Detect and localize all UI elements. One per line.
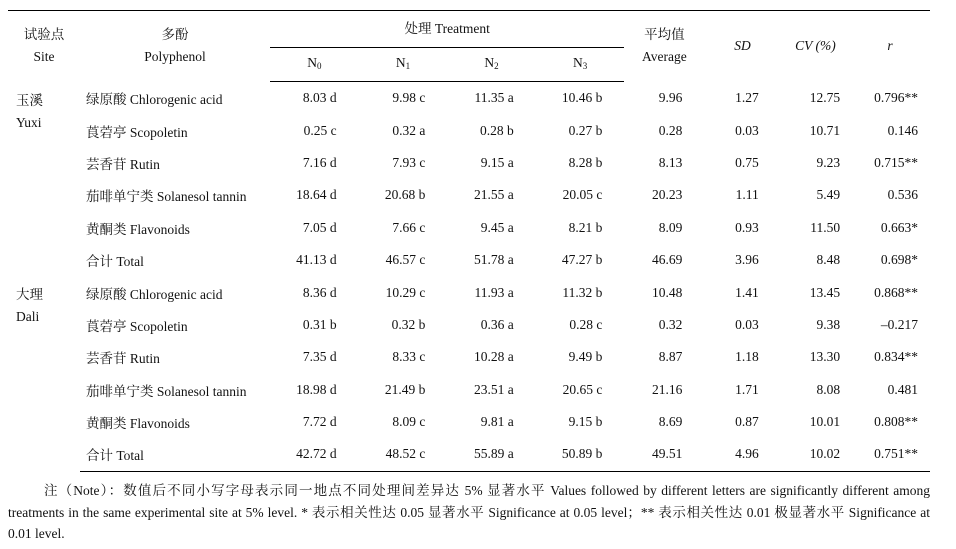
value-sd: 1.41 xyxy=(735,284,759,300)
site-cell xyxy=(8,276,80,471)
polyphenol-name: 黄酮类 Flavonoids xyxy=(85,221,190,237)
table-row xyxy=(8,309,930,341)
value-n2: 55.89 a xyxy=(447,438,535,471)
value-n2: 11.93 a xyxy=(474,284,514,300)
value-n2: 51.78 a xyxy=(474,252,514,268)
header-cv-label: CV (%) xyxy=(795,38,836,54)
value-sd: 3.96 xyxy=(735,252,759,268)
polyphenol-name: 绿原酸 Chlorogenic acid xyxy=(85,91,223,107)
value-average: 8.09 xyxy=(658,219,683,235)
value-cv: 10.02 xyxy=(781,438,850,471)
header-avg-en: Average xyxy=(642,49,687,65)
value-average: 21.16 xyxy=(652,381,683,397)
treatment-subscript: 0 xyxy=(316,61,322,71)
value-n0: 8.36 d xyxy=(302,284,337,300)
value-cv: 8.08 xyxy=(816,381,841,397)
table-row xyxy=(8,341,930,373)
site-name-en: Dali xyxy=(16,309,40,325)
value-n3: 11.32 b xyxy=(562,284,603,300)
value-n1: 48.52 c xyxy=(359,438,448,471)
site-name-en: Yuxi xyxy=(16,114,42,130)
polyphenol-name: 合计 Total xyxy=(85,254,144,270)
value-n2: 0.28 b xyxy=(480,122,514,138)
value-n0: 7.16 d xyxy=(302,154,337,170)
header-average xyxy=(624,11,704,82)
value-n2: 23.51 a xyxy=(474,381,514,397)
value-sd: 4.96 xyxy=(704,438,780,471)
value-average: 8.69 xyxy=(658,414,683,430)
treatment-subscript: 3 xyxy=(582,61,588,71)
value-sd: 1.18 xyxy=(735,349,759,365)
value-sd: 0.93 xyxy=(735,219,759,235)
table-row xyxy=(8,374,930,406)
value-sd: 1.71 xyxy=(735,381,759,397)
treatment-base: N xyxy=(395,55,406,70)
value-cv: 13.45 xyxy=(809,284,841,300)
header-treatment-n2 xyxy=(447,48,535,82)
value-r: 0.698* xyxy=(880,252,918,268)
header-treatment-n0 xyxy=(270,48,359,82)
value-n1: 0.32 b xyxy=(391,316,426,332)
value-n3: 0.28 c xyxy=(569,316,603,332)
value-r: 0.536 xyxy=(887,187,918,203)
header-treatment-n3 xyxy=(536,48,625,82)
value-n2: 9.45 a xyxy=(480,219,514,235)
table-row xyxy=(8,179,930,211)
value-average: 9.96 xyxy=(658,89,683,105)
value-cv: 9.23 xyxy=(816,154,841,170)
value-n1: 7.66 c xyxy=(392,219,426,235)
value-n3: 9.15 b xyxy=(568,414,603,430)
value-average: 0.28 xyxy=(658,122,683,138)
value-n1: 8.09 c xyxy=(392,414,426,430)
header-sd: SD xyxy=(704,11,780,82)
polyphenol-name: 合计 Total xyxy=(80,438,270,471)
header-avg-cn: 平均值 xyxy=(644,27,685,43)
value-n0: 7.35 d xyxy=(302,349,337,365)
value-average: 8.87 xyxy=(658,349,683,365)
value-r: 0.751** xyxy=(850,438,930,471)
value-sd: 0.03 xyxy=(735,316,759,332)
treatment-base: N xyxy=(484,55,495,70)
header-site-cn: 试验点 xyxy=(23,27,65,43)
value-n2: 0.36 a xyxy=(480,316,514,332)
value-r: 0.146 xyxy=(887,122,918,138)
treatment-subscript: 2 xyxy=(494,61,499,71)
value-n1: 7.93 c xyxy=(392,154,426,170)
header-treatment: 处理 Treatment xyxy=(270,11,624,48)
treatment-base: N xyxy=(572,55,583,70)
value-average: 0.32 xyxy=(658,316,683,332)
value-n3: 47.27 b xyxy=(561,252,603,268)
table-row xyxy=(8,212,930,244)
value-cv: 8.48 xyxy=(816,252,841,268)
value-cv: 10.01 xyxy=(809,414,841,430)
header-site xyxy=(8,11,80,82)
value-cv: 5.49 xyxy=(816,187,841,203)
value-r: 0.796** xyxy=(874,89,918,105)
header-poly-cn: 多酚 xyxy=(161,27,189,43)
polyphenol-name: 芸香苷 Rutin xyxy=(85,351,160,367)
value-n3: 50.89 b xyxy=(536,438,625,471)
value-r: 0.715** xyxy=(874,154,918,170)
value-n1: 9.98 c xyxy=(392,90,426,106)
value-n2: 21.55 a xyxy=(474,187,514,203)
polyphenol-table xyxy=(8,10,930,472)
value-n1: 0.32 a xyxy=(392,122,426,138)
value-n3: 20.05 c xyxy=(562,187,603,203)
value-sd: 0.75 xyxy=(735,154,759,170)
value-average: 8.13 xyxy=(658,154,683,170)
value-cv: 10.71 xyxy=(809,122,841,138)
value-n3: 8.28 b xyxy=(568,154,603,170)
value-n1: 10.29 c xyxy=(385,284,426,300)
table-row xyxy=(8,114,930,146)
table-row xyxy=(8,438,930,471)
value-n2: 10.28 a xyxy=(474,349,514,365)
value-n0: 0.31 b xyxy=(302,316,337,332)
value-n1: 46.57 c xyxy=(385,252,426,268)
polyphenol-name: 茄啡单宁类 Solanesol tannin xyxy=(85,383,247,399)
polyphenol-name: 莨菪亭 Scopoletin xyxy=(85,318,188,334)
site-cell xyxy=(8,82,80,277)
value-n0: 18.98 d xyxy=(296,381,337,397)
treatment-subscript: 1 xyxy=(405,61,411,71)
value-n1: 8.33 c xyxy=(392,349,426,365)
header-cv xyxy=(781,11,850,82)
value-n0: 0.25 c xyxy=(303,122,337,138)
table-row xyxy=(8,82,930,115)
table-row xyxy=(8,147,930,179)
table-header xyxy=(8,11,930,82)
value-n3: 8.21 b xyxy=(568,219,603,235)
value-sd: 1.11 xyxy=(735,187,759,203)
value-n0: 18.64 d xyxy=(296,187,337,203)
value-n2: 11.35 a xyxy=(474,90,514,106)
header-treatment-n1 xyxy=(359,48,448,82)
value-cv: 13.30 xyxy=(809,349,841,365)
value-n3: 20.65 c xyxy=(562,381,603,397)
table-row xyxy=(8,406,930,438)
value-r: –0.217 xyxy=(880,316,918,332)
polyphenol-name: 黄酮类 Flavonoids xyxy=(85,416,190,432)
polyphenol-name: 绿原酸 Chlorogenic acid xyxy=(85,286,223,302)
value-n0: 42.72 d xyxy=(270,438,359,471)
header-site-en: Site xyxy=(33,49,55,65)
value-average: 10.48 xyxy=(652,284,683,300)
site-name-cn: 大理 xyxy=(16,287,43,303)
polyphenol-name: 莨菪亭 Scopoletin xyxy=(85,124,188,140)
value-n0: 7.72 d xyxy=(302,414,337,430)
value-sd: 0.87 xyxy=(735,414,759,430)
site-name-cn: 玉溪 xyxy=(16,92,43,108)
header-polyphenol xyxy=(80,11,270,82)
table-body xyxy=(8,82,930,472)
value-sd: 0.03 xyxy=(735,122,759,138)
value-sd: 1.27 xyxy=(735,89,759,105)
value-average: 46.69 xyxy=(652,252,683,268)
value-average: 49.51 xyxy=(624,438,704,471)
value-n2: 9.81 a xyxy=(480,414,514,430)
polyphenol-name: 茄啡单宁类 Solanesol tannin xyxy=(85,189,247,205)
value-n3: 0.27 b xyxy=(568,122,603,138)
polyphenol-name: 芸香苷 Rutin xyxy=(85,156,160,172)
value-cv: 12.75 xyxy=(809,89,841,105)
value-n2: 9.15 a xyxy=(480,154,514,170)
value-cv: 11.50 xyxy=(810,219,841,235)
treatment-base: N xyxy=(307,55,317,70)
value-n0: 7.05 d xyxy=(302,219,337,235)
header-r: r xyxy=(850,11,930,82)
value-n0: 41.13 d xyxy=(296,252,337,268)
value-r: 0.808** xyxy=(874,414,918,430)
value-n3: 9.49 b xyxy=(568,349,603,365)
table-row xyxy=(8,276,930,308)
value-n1: 21.49 b xyxy=(384,381,426,397)
table-note: 注（Note）：数值后不同小写字母表示同一地点不同处理间差异达 5% 显著水平 Values followed by different letters are significantly different among treatments in the same experimental site at 5% level. * 表示相关性达 0.05 显著水平 Significance at 0.05 level；** 表示相关性达 0.01 极显著水平 Significance at 0.01 level. xyxy=(8,483,930,541)
value-cv: 9.38 xyxy=(816,316,841,332)
value-r: 0.663* xyxy=(880,219,918,235)
header-poly-en: Polyphenol xyxy=(144,49,206,65)
value-n1: 20.68 b xyxy=(384,187,426,203)
value-n0: 8.03 d xyxy=(302,90,337,106)
table-row xyxy=(8,244,930,276)
value-average: 20.23 xyxy=(652,187,683,203)
value-n3: 10.46 b xyxy=(561,90,603,106)
value-r: 0.834** xyxy=(874,349,918,365)
value-r: 0.868** xyxy=(874,284,918,300)
value-r: 0.481 xyxy=(887,381,918,397)
